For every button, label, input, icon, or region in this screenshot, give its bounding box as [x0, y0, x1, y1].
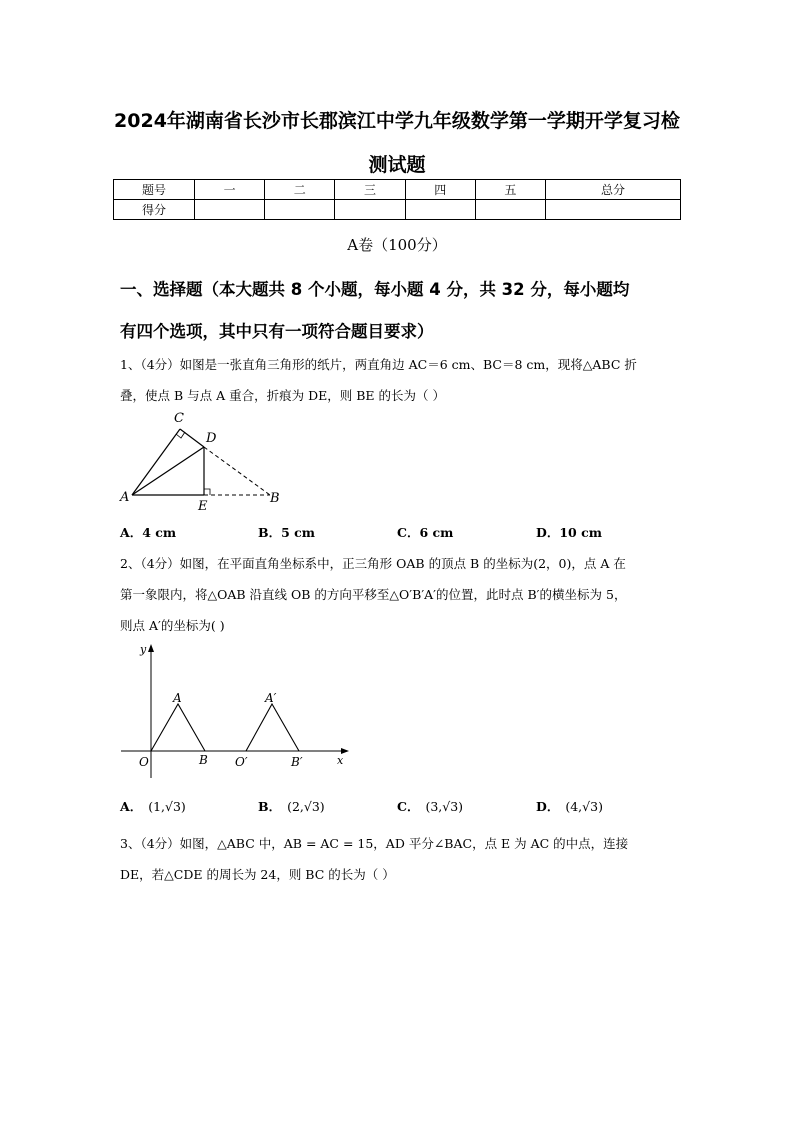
q3-text-line1: 3、（4分）如图，△ABC 中，AB = AC = 15，AD 平分∠BAC，点 E 为 AC 的中点，连接 — [120, 836, 629, 851]
score-cell[interactable] — [265, 200, 335, 220]
q1-side-cd — [180, 429, 204, 447]
score-header-cell: 四 — [405, 180, 475, 200]
score-header-cell: 一 — [195, 180, 265, 200]
q1-label-a: A — [120, 490, 130, 505]
section-heading-line2: 有四个选项，其中只有一项符合题目要求） — [120, 322, 434, 341]
score-header-cell: 总分 — [546, 180, 681, 200]
volume-label: A卷（100分） — [347, 236, 447, 254]
score-table-score-row — [114, 200, 681, 220]
q2-label-a-prime: A′ — [265, 691, 277, 705]
q2-option-b[interactable] — [258, 797, 325, 815]
q2-label-b: B — [199, 753, 208, 767]
q2-option-c-letter: C． — [397, 799, 420, 814]
q1-text-line1: 1、（4分）如图是一张直角三角形的纸片，两直角边 AC＝6 cm、BC＝8 cm，现将△ABC 折 — [120, 357, 637, 372]
q1-label-b: B — [270, 491, 280, 506]
q2-label-y: y — [140, 643, 147, 656]
score-cell[interactable] — [546, 200, 681, 220]
q2-figure — [115, 640, 360, 780]
q1-figure — [110, 405, 300, 515]
q2-option-c[interactable] — [397, 797, 463, 815]
q2-option-c-value: (3,√3) — [425, 799, 464, 814]
score-header-cell: 三 — [335, 180, 405, 200]
section-heading-line1: 一、选择题（本大题共 8 个小题，每小题 4 分，共 32 分，每小题均 — [120, 280, 630, 299]
q1-option-c[interactable]: C．6 cm — [397, 525, 454, 540]
q1-label-e: E — [198, 499, 208, 514]
q3-text-line2: DE，若△CDE 的周长为 24，则 BC 的长为（ ） — [120, 867, 395, 882]
score-header-cell: 二 — [265, 180, 335, 200]
q1-option-d[interactable]: D．10 cm — [536, 525, 602, 540]
q2-option-d[interactable] — [536, 797, 603, 815]
q2-text-line2: 第一象限内，将△OAB 沿直线 OB 的方向平移至△O′B′A′的位置，此时点 B′的横坐标为 5， — [120, 587, 627, 602]
q2-label-o: O — [139, 755, 149, 769]
q1-right-angle-e — [204, 489, 210, 495]
q1-dashed-db — [204, 447, 270, 495]
q2-option-a-value: (1,√3) — [148, 799, 186, 814]
score-header-cell: 题号 — [114, 180, 195, 200]
q2-label-b-prime: B′ — [291, 755, 303, 769]
score-cell[interactable] — [405, 200, 475, 220]
q2-text-line1: 2、（4分）如图，在平面直角坐标系中，正三角形 OAB 的顶点 B 的坐标为(2，0)，点 A 在 — [120, 556, 626, 571]
q1-text-line2: 叠，使点 B 与点 A 重合，折痕为 DE，则 BE 的长为（ ） — [120, 388, 445, 403]
q2-option-a-letter: A． — [120, 799, 143, 814]
q2-label-a: A — [173, 691, 182, 705]
q2-option-b-letter: B． — [258, 799, 282, 814]
q2-option-b-value: (2,√3) — [287, 799, 325, 814]
q2-option-d-letter: D． — [536, 799, 560, 814]
q2-option-d-value: (4,√3) — [565, 799, 603, 814]
q1-option-a[interactable]: A．4 cm — [120, 525, 177, 540]
score-cell[interactable] — [475, 200, 545, 220]
q1-side-ac — [132, 429, 180, 495]
q1-option-b[interactable]: B．5 cm — [258, 525, 315, 540]
q2-label-o-prime: O′ — [235, 755, 248, 769]
q2-triangle-oab — [151, 704, 205, 751]
score-row-label: 得分 — [114, 200, 195, 220]
q2-option-a[interactable] — [120, 797, 186, 815]
q1-label-d: D — [206, 431, 217, 446]
q2-triangle-oab-prime — [246, 704, 299, 751]
page-title-line1: 2024年湖南省长沙市长郡滨江中学九年级数学第一学期开学复习检 — [114, 110, 680, 132]
score-header-cell: 五 — [475, 180, 545, 200]
score-cell[interactable] — [195, 200, 265, 220]
score-cell[interactable] — [335, 200, 405, 220]
q2-text-line3: 则点 A′的坐标为( ) — [120, 618, 225, 633]
q2-y-arrow — [148, 644, 154, 652]
q1-label-c: C — [174, 411, 184, 426]
score-table — [113, 179, 681, 220]
score-table-header-row — [114, 180, 681, 200]
page-title-line2: 测试题 — [368, 154, 426, 176]
q1-fold-ad — [132, 447, 204, 495]
q2-label-x: x — [337, 754, 344, 767]
